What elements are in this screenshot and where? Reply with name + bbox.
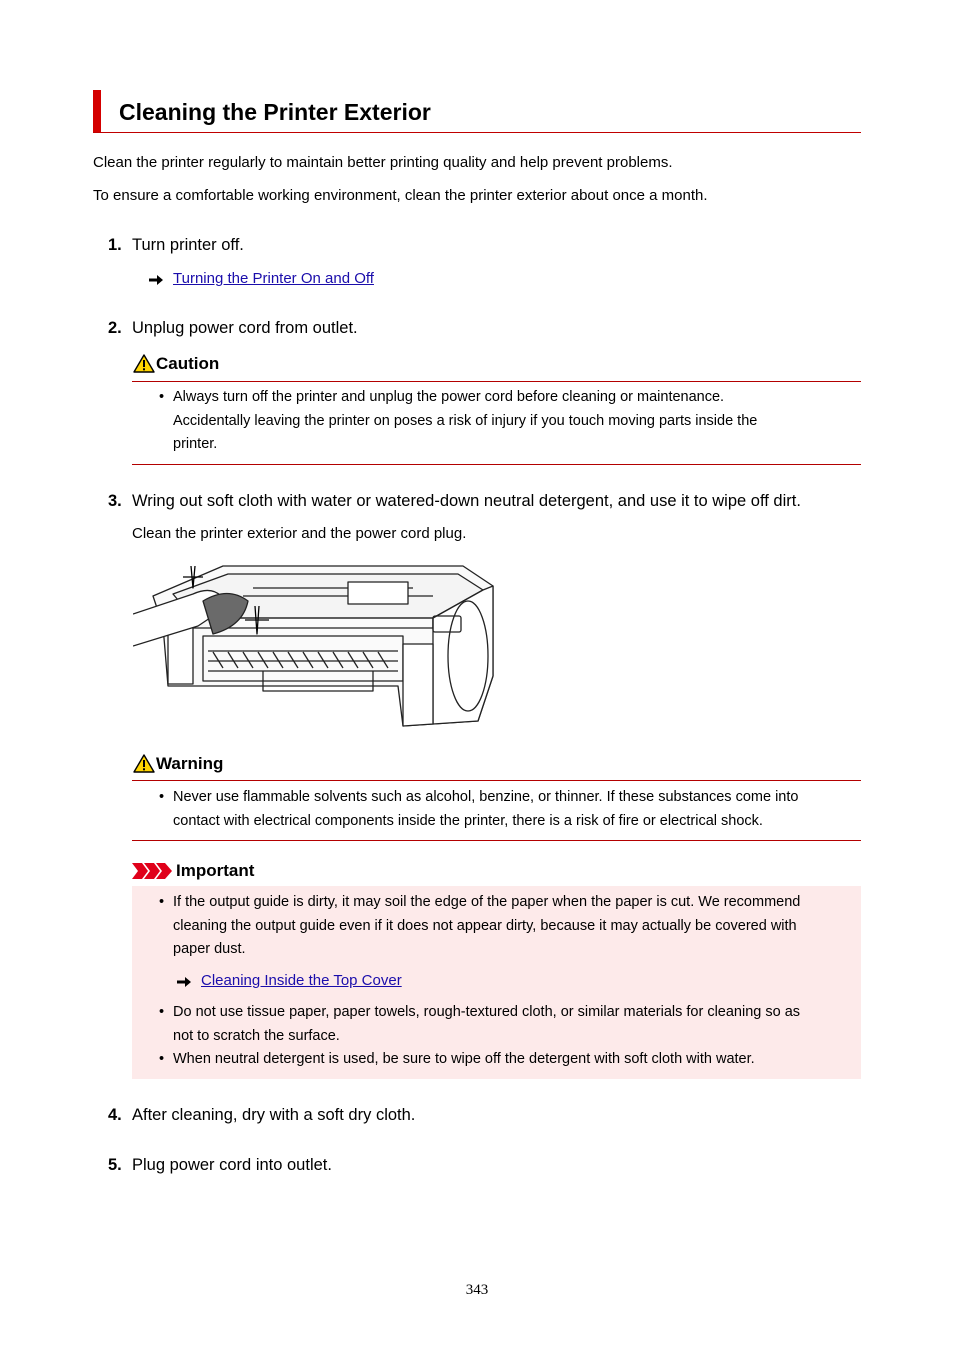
caution-heading: Caution xyxy=(156,354,220,373)
intro-paragraph-2: To ensure a comfortable working environment, clean the printer exterior about once a month. xyxy=(93,187,708,204)
printer-cleaning-illustration xyxy=(133,556,498,730)
warning-heading: Warning xyxy=(156,754,224,773)
step-1-number: 1. xyxy=(108,236,122,254)
step-1-text: Turn printer off. xyxy=(132,236,244,254)
step-2-text: Unplug power cord from outlet. xyxy=(132,319,358,337)
step-3-text: Wring out soft cloth with water or watered-down neutral detergent, and use it to wipe off dirt. xyxy=(132,492,801,510)
important-b1-line-2: cleaning the output guide even if it does not appear dirty, because it may actually be covered with xyxy=(173,917,797,934)
important-b1-line-3: paper dust. xyxy=(173,941,246,957)
important-b2-line-2: not to scratch the surface. xyxy=(173,1027,340,1044)
page-number: 343 xyxy=(465,1282,489,1298)
caution-triangle-icon xyxy=(133,354,155,373)
warning-bottom-rule xyxy=(132,840,861,841)
page-title: Cleaning the Printer Exterior xyxy=(119,99,431,125)
caution-text-line-2: Accidentally leaving the printer on poses a risk of injury if you touch moving parts inside the xyxy=(173,412,758,429)
title-accent-bar xyxy=(93,90,101,133)
warning-text-line-2: contact with electrical components inside the printer, there is a risk of fire or electrical shock. xyxy=(173,812,763,829)
caution-top-rule xyxy=(132,381,861,382)
caution-bottom-rule xyxy=(132,464,861,465)
important-heading: Important xyxy=(176,861,255,880)
caution-bullet: • xyxy=(159,389,165,405)
intro-paragraph-1: Clean the printer regularly to maintain better printing quality and help prevent problems. xyxy=(93,154,673,171)
important-bullet-1: • xyxy=(159,894,165,910)
warning-top-rule xyxy=(132,780,861,781)
caution-text-line-1: Always turn off the printer and unplug the power cord before cleaning or maintenance. xyxy=(173,389,725,405)
important-b2-line-1: Do not use tissue paper, paper towels, rough-textured cloth, or similar materials for cleaning so as xyxy=(173,1004,801,1020)
step-5-text: Plug power cord into outlet. xyxy=(132,1156,332,1174)
step-3-number: 3. xyxy=(108,492,122,510)
warning-text-line-1: Never use flammable solvents such as alcohol, benzine, or thinner. If these substances come into xyxy=(173,789,799,805)
turning-printer-on-off-link[interactable]: Turning the Printer On and Off xyxy=(173,270,374,287)
important-bullet-2: • xyxy=(159,1004,165,1020)
cleaning-inside-top-cover-link[interactable]: Cleaning Inside the Top Cover xyxy=(201,972,402,989)
link-arrow-icon xyxy=(177,977,191,987)
warning-bullet: • xyxy=(159,789,165,805)
step-4-text: After cleaning, dry with a soft dry cloth. xyxy=(132,1106,416,1124)
important-b1-line-1: If the output guide is dirty, it may soil the edge of the paper when the paper is cut. We recommend xyxy=(173,894,801,910)
link-arrow-icon xyxy=(149,275,163,285)
step-3-note: Clean the printer exterior and the power cord plug. xyxy=(132,525,467,542)
warning-triangle-icon xyxy=(133,754,155,773)
step-4-number: 4. xyxy=(108,1106,122,1124)
caution-text-line-3: printer. xyxy=(173,436,218,452)
important-bullet-3: • xyxy=(159,1051,165,1067)
step-2-number: 2. xyxy=(108,319,122,337)
important-b3-text: When neutral detergent is used, be sure to wipe off the detergent with soft cloth with water. xyxy=(173,1051,755,1067)
title-underline xyxy=(93,132,861,133)
important-chevrons-icon xyxy=(132,863,172,879)
step-5-number: 5. xyxy=(108,1156,122,1174)
